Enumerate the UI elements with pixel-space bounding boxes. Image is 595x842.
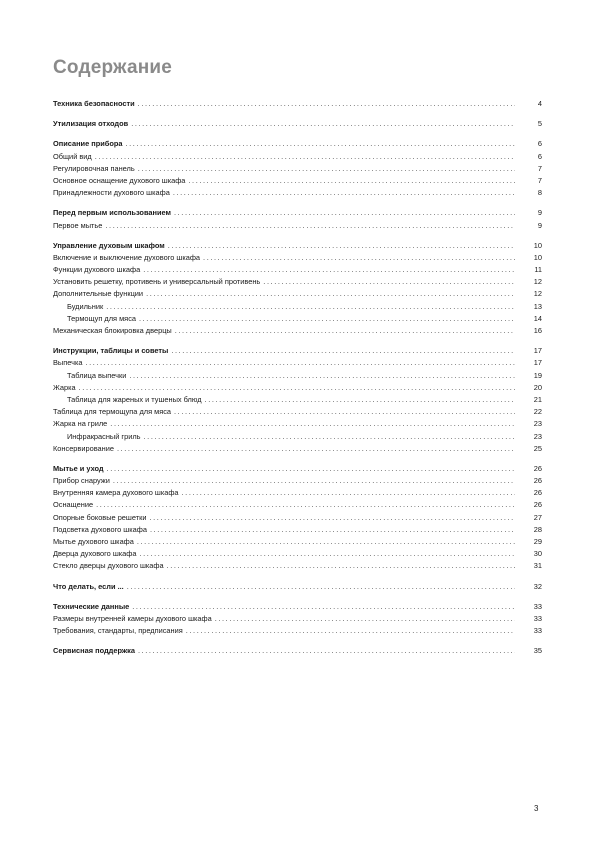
- toc-subentry[interactable]: [53, 313, 542, 325]
- toc-entry[interactable]: [53, 613, 542, 625]
- toc-page-number: 32: [533, 581, 542, 591]
- toc-leader-dots: [139, 548, 515, 560]
- toc-entry[interactable]: [53, 475, 542, 487]
- toc-entry-title: Дополнительные функции: [53, 289, 144, 299]
- toc-page-number: 23: [533, 431, 542, 441]
- toc-entry[interactable]: [53, 325, 542, 337]
- toc-leader-dots: [174, 406, 515, 418]
- toc-entry-title: Включение и выключение духового шкафа: [53, 252, 201, 262]
- toc-entry-title: Таблица для термощупа для мяса: [53, 407, 172, 417]
- toc-entry-title: Дверца духового шкафа: [53, 549, 137, 559]
- toc-page-number: 11: [534, 265, 542, 275]
- toc-leader-dots: [105, 220, 515, 232]
- toc-page-number: 30: [533, 549, 542, 559]
- toc-entry[interactable]: [53, 187, 542, 199]
- toc-leader-dots: [117, 443, 515, 455]
- toc-leader-dots: [95, 151, 515, 163]
- toc-page-number: 31: [533, 561, 542, 571]
- toc-page-number: 27: [533, 512, 542, 522]
- toc-entry-title: Сервисная поддержка: [53, 646, 135, 656]
- toc-section: [53, 581, 542, 593]
- toc-page-number: 5: [537, 119, 542, 129]
- toc-entry[interactable]: [53, 625, 542, 637]
- toc-leader-dots: [106, 301, 515, 313]
- toc-leader-dots: [182, 487, 515, 499]
- toc-leader-dots: [175, 325, 515, 337]
- toc-entry-title: Основное оснащение духового шкафа: [53, 175, 186, 185]
- toc-entry-title: Внутренняя камера духового шкафа: [53, 488, 179, 498]
- page-title: Содержание: [53, 57, 173, 78]
- toc-entry-title: Жарка на гриле: [53, 419, 108, 429]
- toc-leader-dots: [127, 581, 515, 593]
- toc-page-number: 28: [533, 524, 542, 534]
- toc-leader-dots: [113, 475, 515, 487]
- toc-entry-title: Будильник: [67, 301, 104, 311]
- toc-entry-title: Размеры внутренней камеры духового шкафа: [53, 613, 212, 623]
- toc-leader-dots: [132, 601, 515, 613]
- toc-page-number: 26: [533, 500, 542, 510]
- toc-entry-title: Установить решетку, противень и универсальный противень: [53, 277, 261, 287]
- toc-entry-title: Техника безопасности: [53, 99, 135, 108]
- toc-leader-dots: [144, 431, 515, 443]
- toc-page-number: 26: [533, 476, 542, 486]
- toc-entry-title: Опорные боковые решетки: [53, 512, 147, 522]
- toc-subentry[interactable]: [53, 394, 542, 406]
- toc-entry-title: Принадлежности духового шкафа: [53, 188, 170, 198]
- toc-leader-dots: [173, 187, 515, 199]
- toc-page-number: 13: [533, 301, 542, 311]
- toc-entry[interactable]: [53, 512, 542, 524]
- toc-page-number: 7: [537, 175, 542, 185]
- toc-entry-title: Выпечка: [53, 358, 83, 368]
- toc-page-number: 22: [533, 407, 542, 417]
- toc-section: [53, 98, 542, 110]
- toc-page-number: 12: [533, 289, 542, 299]
- toc-entry-title: Требования, стандарты, предписания: [53, 626, 183, 636]
- toc-page-number: 26: [533, 488, 542, 498]
- toc-leader-dots: [138, 163, 515, 175]
- toc-page-number: 16: [533, 326, 542, 335]
- toc-entry[interactable]: [53, 175, 542, 187]
- toc-page-number: 23: [533, 419, 542, 429]
- toc-entry[interactable]: [53, 548, 542, 560]
- toc-page-number: 6: [537, 139, 542, 149]
- toc-subentry[interactable]: [53, 370, 542, 382]
- toc-section-heading[interactable]: [53, 601, 542, 613]
- toc-page-number: 17: [533, 358, 542, 368]
- toc-entry-title: Регулировочная панель: [53, 163, 135, 173]
- toc-entry-title: Прибор снаружи: [53, 476, 110, 486]
- toc-section: [53, 138, 542, 199]
- toc-entry-title: Перед первым использованием: [53, 208, 171, 218]
- toc-leader-dots: [188, 175, 515, 187]
- toc-entry-title: Инструкции, таблицы и советы: [53, 346, 169, 356]
- toc-entry-title: Жарка: [53, 382, 76, 392]
- toc-page-number: 26: [533, 463, 542, 473]
- toc-leader-dots: [110, 418, 515, 430]
- toc-leader-dots: [139, 313, 515, 325]
- toc-entry-title: Оснащение: [53, 500, 94, 510]
- toc-entry[interactable]: [53, 418, 542, 430]
- toc-page-number: 6: [537, 151, 542, 161]
- toc-leader-dots: [125, 138, 515, 150]
- toc-leader-dots: [149, 512, 515, 524]
- toc-section: [53, 240, 542, 338]
- toc-page-number: 12: [533, 277, 542, 287]
- toc-entry[interactable]: [53, 406, 542, 418]
- toc-entry-title: Консервирование: [53, 443, 114, 453]
- toc-entry-title: Мытье и уход: [53, 463, 104, 473]
- toc-entry-title: Общий вид: [53, 151, 92, 161]
- toc-section-heading[interactable]: [53, 645, 542, 657]
- toc-section: [53, 645, 542, 657]
- toc-section-heading[interactable]: [53, 138, 542, 150]
- toc-leader-dots: [138, 98, 515, 110]
- toc-leader-dots: [146, 288, 515, 300]
- toc-entry[interactable]: [53, 499, 542, 511]
- toc-page-number: 4: [537, 99, 542, 108]
- toc-entry-title: Описание прибора: [53, 139, 123, 149]
- toc-entry[interactable]: [53, 220, 542, 232]
- toc-page-number: 20: [533, 382, 542, 392]
- toc-page-number: 10: [533, 252, 542, 262]
- toc-section-heading[interactable]: [53, 118, 542, 130]
- toc-page-number: 8: [537, 188, 542, 198]
- toc-section: [53, 207, 542, 231]
- toc-entry[interactable]: [53, 252, 542, 264]
- toc-entry-title: Технические данные: [53, 601, 130, 611]
- toc-page-number: 33: [533, 613, 542, 623]
- toc-entry-title: Таблица для жареных и тушеных блюд: [67, 394, 202, 404]
- toc-entry[interactable]: [53, 443, 542, 455]
- toc-page-number: 25: [533, 443, 542, 453]
- toc-entry[interactable]: [53, 524, 542, 536]
- toc-page-number: 19: [533, 370, 542, 380]
- toc-leader-dots: [263, 276, 515, 288]
- toc-leader-dots: [96, 499, 515, 511]
- toc-entry-title: Термощуп для мяса: [67, 313, 136, 323]
- toc-entry[interactable]: [53, 288, 542, 300]
- toc-page-number: 17: [533, 346, 542, 356]
- toc-entry[interactable]: [53, 151, 542, 163]
- toc-section-heading[interactable]: [53, 345, 542, 357]
- toc-leader-dots: [174, 207, 515, 219]
- toc-leader-dots: [168, 240, 515, 252]
- toc-section-heading[interactable]: [53, 98, 542, 110]
- toc-page-number: 35: [533, 646, 542, 656]
- toc-leader-dots: [131, 118, 515, 130]
- toc-leader-dots: [137, 536, 515, 548]
- toc-entry-title: Управление духовым шкафом: [53, 240, 165, 250]
- toc-page-number: 21: [533, 394, 542, 404]
- toc-entry[interactable]: [53, 382, 542, 394]
- toc-page-number: 29: [533, 537, 542, 546]
- toc-leader-dots: [150, 524, 515, 536]
- toc-entry-title: Функции духового шкафа: [53, 265, 141, 275]
- toc-leader-dots: [107, 463, 515, 475]
- page-number: 3: [534, 804, 539, 813]
- toc-page-number: 9: [537, 208, 542, 218]
- toc-leader-dots: [203, 252, 515, 264]
- toc-entry[interactable]: [53, 487, 542, 499]
- toc-leader-dots: [85, 357, 515, 369]
- toc-section: [53, 463, 542, 573]
- toc-subentry[interactable]: [53, 301, 542, 313]
- toc-entry-title: Подсветка духового шкафа: [53, 524, 147, 534]
- toc-section-heading[interactable]: [53, 207, 542, 219]
- toc-page-number: 33: [533, 626, 542, 636]
- toc-entry-title: Утилизация отходов: [53, 119, 129, 129]
- toc-entry-title: Таблица выпечки: [67, 370, 127, 380]
- toc-leader-dots: [171, 345, 515, 357]
- toc-entry[interactable]: [53, 276, 542, 288]
- toc-entry-title: Первое мытье: [53, 220, 103, 230]
- toc-page-number: 33: [533, 601, 542, 611]
- toc-section-heading[interactable]: [53, 581, 542, 593]
- toc-section: [53, 345, 542, 455]
- toc-leader-dots: [215, 613, 515, 625]
- toc-leader-dots: [167, 560, 515, 572]
- toc-entry[interactable]: [53, 264, 542, 276]
- toc-page-number: 14: [533, 313, 542, 323]
- toc-leader-dots: [138, 645, 515, 657]
- toc-page-number: 10: [533, 240, 542, 250]
- toc-entry-title: Инфракрасный гриль: [67, 431, 141, 441]
- toc-section-heading[interactable]: [53, 463, 542, 475]
- toc-leader-dots: [129, 370, 515, 382]
- toc-section: [53, 118, 542, 130]
- toc-entry-title: Что делать, если ...: [53, 581, 124, 591]
- toc-leader-dots: [186, 625, 515, 637]
- toc-section-heading[interactable]: [53, 240, 542, 252]
- toc-section: [53, 601, 542, 638]
- toc-subentry[interactable]: [53, 431, 542, 443]
- toc-entry-title: Механическая блокировка дверцы: [53, 326, 172, 335]
- toc-leader-dots: [205, 394, 515, 406]
- toc-entry[interactable]: [53, 163, 542, 175]
- toc-entry[interactable]: [53, 536, 542, 548]
- toc-entry-title: Стекло дверцы духового шкафа: [53, 561, 164, 571]
- toc-page-number: 7: [537, 163, 542, 173]
- toc-leader-dots: [79, 382, 515, 394]
- toc-entry[interactable]: [53, 357, 542, 369]
- toc-page-number: 9: [537, 220, 542, 230]
- toc-entry-title: Мытье духового шкафа: [53, 537, 134, 546]
- table-of-contents: [53, 98, 542, 666]
- toc-entry[interactable]: [53, 560, 542, 572]
- toc-leader-dots: [143, 264, 515, 276]
